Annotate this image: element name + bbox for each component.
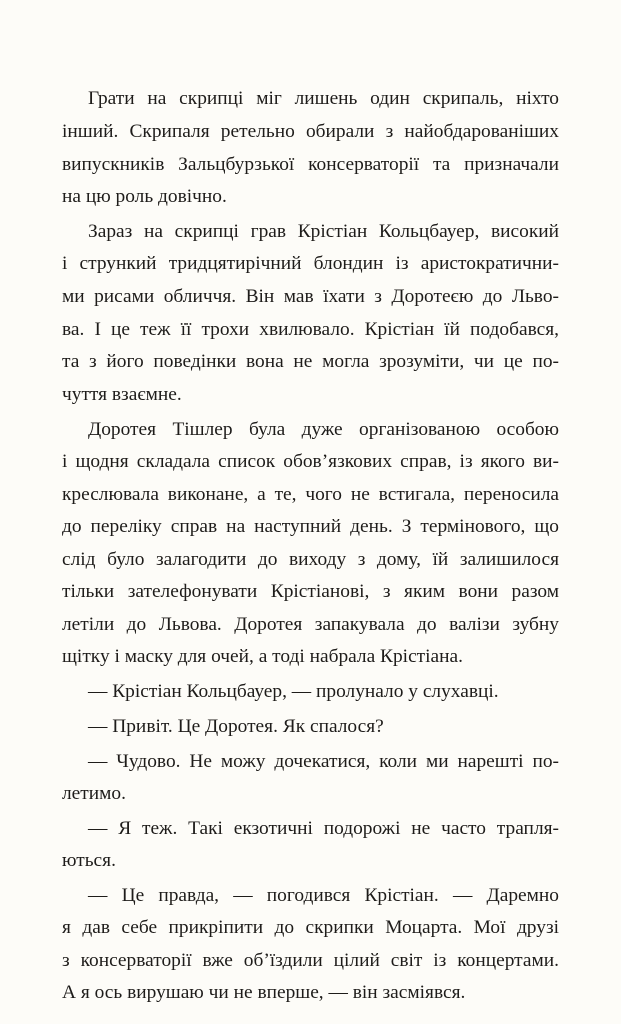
dialogue-line: — Чудово. Не можу дочекатися, коли ми нарешті по- xyxy=(88,751,559,772)
dialogue-line: летимо. xyxy=(62,783,126,804)
text-line: Зараз на скрипці грав Крістіан Кольцбауер, високий xyxy=(88,221,559,242)
text-line: на цю роль довічно. xyxy=(62,186,227,207)
text-line: Грати на скрипці міг лишень один скрипаль, ніхто xyxy=(88,88,559,109)
text-line: та з його поведінки вона не могла зрозуміти, чи це по- xyxy=(62,351,559,372)
text-line: слід було залагодити до виходу з дому, їй залишилося xyxy=(62,549,559,570)
text-line: випускників Зальцбурзької консерваторії та призначали xyxy=(62,154,559,175)
text-line: тільки зателефонувати Крістіанові, з яким вони разом xyxy=(62,581,559,602)
dialogue-line: — Привіт. Це Доротея. Як спалося? xyxy=(88,716,384,737)
text-line: Доротея Тішлер була дуже організованою особою xyxy=(88,419,559,440)
text-line: летіли до Львова. Доротея запакувала до валізи зубну xyxy=(62,614,559,635)
dialogue-line: — Це правда, — погодився Крістіан. — Даремно xyxy=(88,885,559,906)
text-line: і стрункий тридцятирічний блондин із аристократични- xyxy=(62,253,559,274)
text-line: щітку і маску для очей, а тоді набрала Крістіана. xyxy=(62,646,463,667)
text-line: і щодня складала список обов’язкових справ, із якого ви- xyxy=(62,451,559,472)
dialogue-line: — Я теж. Такі екзотичні подорожі не часто трапля- xyxy=(88,818,559,839)
dialogue-line: ються. xyxy=(62,850,116,871)
dialogue-line: А я ось вирушаю чи не вперше, — він засміявся. xyxy=(62,982,466,1003)
text-line: чуття взаємне. xyxy=(62,384,182,405)
dialogue-line: з консерваторії вже об’їздили цілий світ із концертами. xyxy=(62,950,559,971)
text-line: інший. Скрипаля ретельно обирали з найобдарованіших xyxy=(62,121,559,142)
text-line: креслювала виконане, а те, чого не встигала, переносила xyxy=(62,484,559,505)
dialogue-line: я дав себе прикріпити до скрипки Моцарта. Мої друзі xyxy=(62,917,559,938)
text-line: ва. І це теж її трохи хвилювало. Крістіан їй подобався, xyxy=(62,319,559,340)
text-line: ми рисами обличчя. Він мав їхати з Доротеєю до Льво- xyxy=(62,286,559,307)
text-line: до переліку справ на наступний день. З термінового, що xyxy=(62,516,559,537)
dialogue-line: — Крістіан Кольцбауер, — пролунало у слухавці. xyxy=(88,681,499,702)
